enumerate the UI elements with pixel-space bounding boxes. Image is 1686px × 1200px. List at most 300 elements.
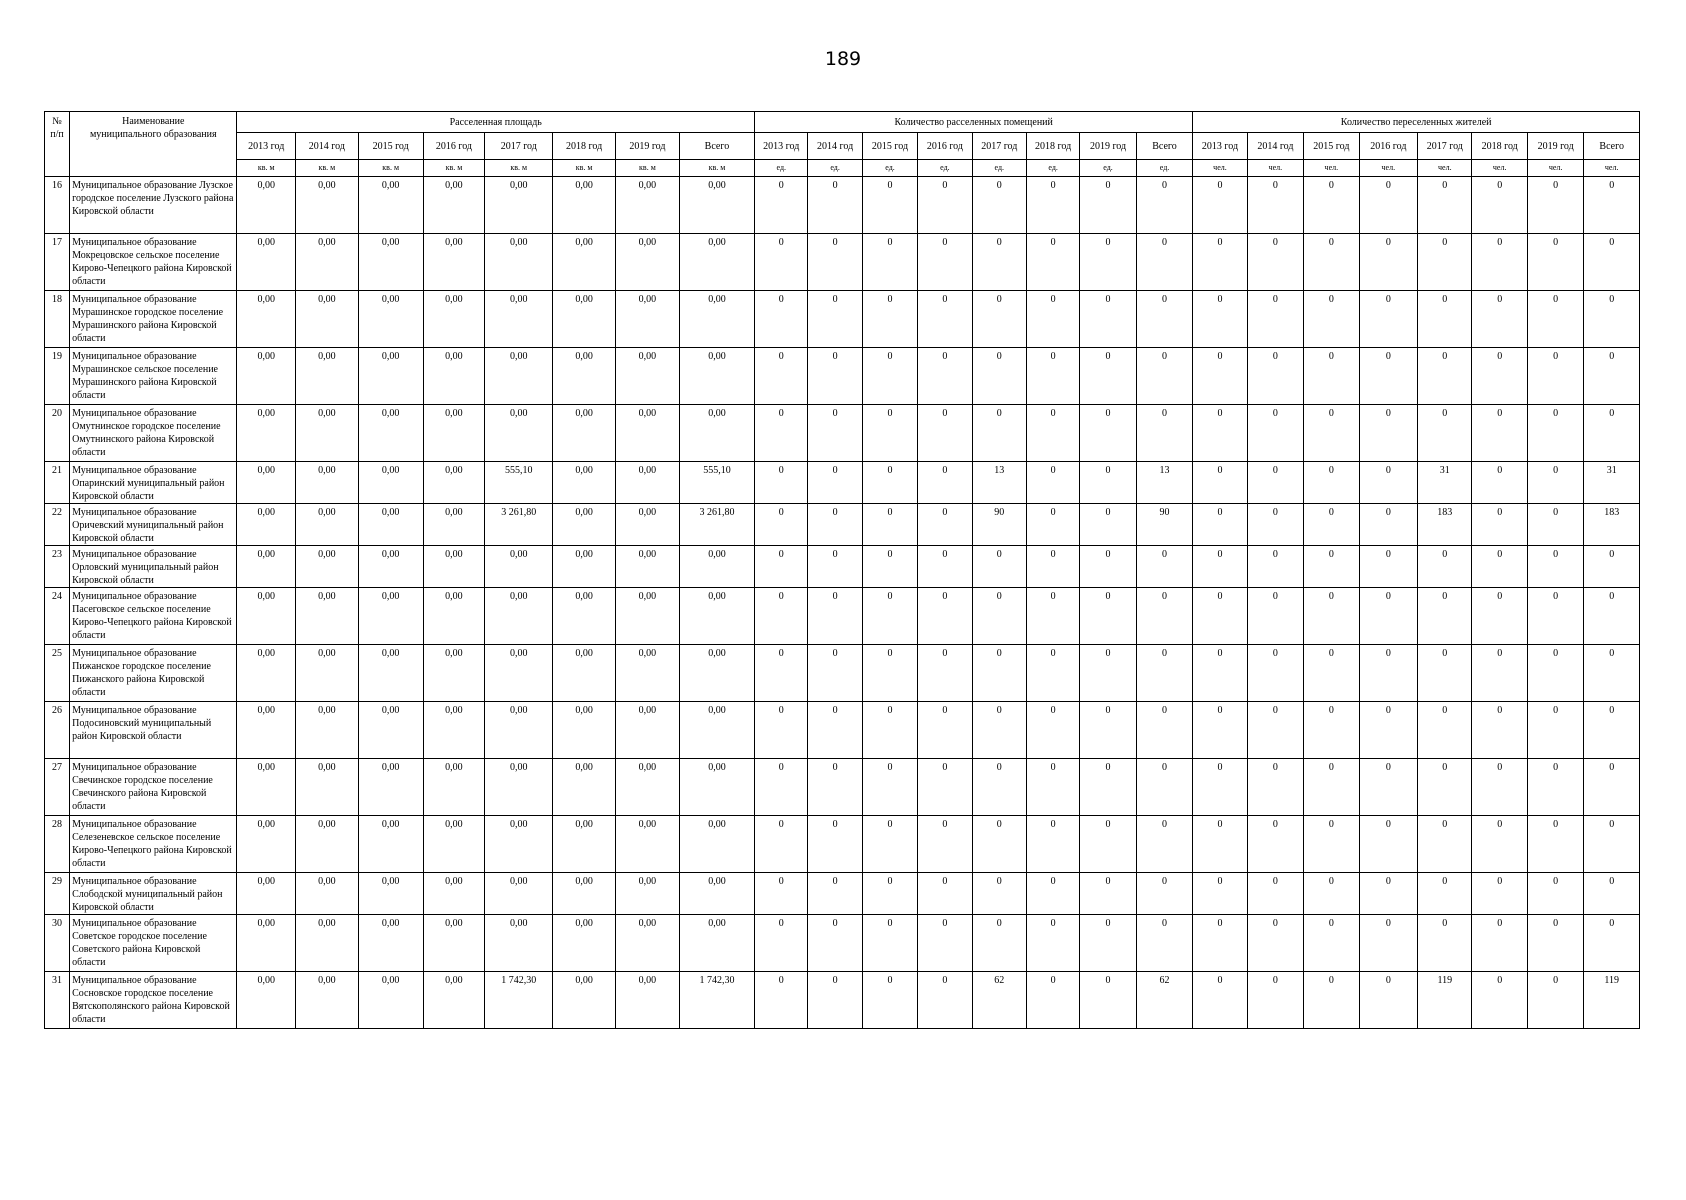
units-value: 0	[862, 177, 917, 234]
area-value: 0,00	[553, 816, 616, 873]
residents-value: 0	[1193, 972, 1247, 1029]
area-value: 0,00	[553, 546, 616, 588]
units-value: 0	[918, 462, 972, 504]
residents-value: 0	[1418, 873, 1472, 915]
row-number: 25	[45, 645, 70, 702]
area-value: 0,00	[358, 915, 423, 972]
row-number: 26	[45, 702, 70, 759]
area-value: 0,00	[295, 291, 358, 348]
residents-value: 0	[1304, 177, 1359, 234]
residents-value: 0	[1584, 546, 1640, 588]
residents-value: 0	[1472, 348, 1527, 405]
units-value: 0	[972, 234, 1026, 291]
header-year: 2017 год	[972, 133, 1026, 160]
residents-value: 119	[1418, 972, 1472, 1029]
residents-value: 0	[1418, 177, 1472, 234]
table-row	[45, 405, 1640, 462]
header-year: 2013 год	[1193, 133, 1247, 160]
header-unit: чел.	[1247, 160, 1303, 177]
header-year: 2018 год	[1026, 133, 1079, 160]
residents-value: 31	[1418, 462, 1472, 504]
residents-value: 0	[1418, 759, 1472, 816]
table-row	[45, 234, 1640, 291]
residents-value: 0	[1247, 759, 1303, 816]
header-unit: кв. м	[237, 160, 296, 177]
area-value: 0,00	[553, 291, 616, 348]
units-value: 0	[755, 504, 808, 546]
municipality-name: Муниципальное образование Опаринский муниципальный район Кировской области	[70, 462, 237, 504]
units-value: 62	[1136, 972, 1193, 1029]
area-value: 0,00	[237, 702, 296, 759]
header-year: 2015 год	[358, 133, 423, 160]
area-value: 0,00	[679, 405, 754, 462]
header-year: 2018 год	[553, 133, 616, 160]
header-year: 2014 год	[808, 133, 862, 160]
area-value: 0,00	[679, 702, 754, 759]
units-value: 0	[1026, 873, 1079, 915]
header-year: 2018 год	[1472, 133, 1527, 160]
area-value: 0,00	[485, 759, 553, 816]
units-value: 0	[1136, 645, 1193, 702]
residents-value: 0	[1193, 177, 1247, 234]
units-value: 0	[1136, 873, 1193, 915]
residents-value: 0	[1359, 588, 1418, 645]
units-value: 0	[1136, 348, 1193, 405]
area-value: 0,00	[616, 702, 680, 759]
area-value: 0,00	[553, 234, 616, 291]
area-value: 0,00	[679, 234, 754, 291]
area-value: 0,00	[237, 234, 296, 291]
units-value: 0	[808, 234, 862, 291]
units-value: 0	[808, 972, 862, 1029]
table-row	[45, 588, 1640, 645]
units-value: 0	[755, 873, 808, 915]
units-value: 13	[972, 462, 1026, 504]
header-unit: кв. м	[553, 160, 616, 177]
area-value: 0,00	[423, 972, 485, 1029]
area-value: 0,00	[295, 816, 358, 873]
residents-value: 0	[1193, 645, 1247, 702]
area-value: 0,00	[423, 462, 485, 504]
area-value: 0,00	[423, 588, 485, 645]
area-value: 0,00	[485, 873, 553, 915]
area-value: 0,00	[295, 546, 358, 588]
area-value: 0,00	[237, 546, 296, 588]
area-value: 0,00	[295, 504, 358, 546]
area-value: 0,00	[295, 234, 358, 291]
area-value: 0,00	[616, 759, 680, 816]
residents-value: 0	[1247, 462, 1303, 504]
table-row	[45, 177, 1640, 234]
header-unit: кв. м	[358, 160, 423, 177]
residents-value: 0	[1584, 177, 1640, 234]
residents-value: 0	[1247, 291, 1303, 348]
area-value: 0,00	[485, 816, 553, 873]
units-value: 0	[1136, 759, 1193, 816]
residents-value: 0	[1472, 177, 1527, 234]
row-number: 23	[45, 546, 70, 588]
units-value: 0	[972, 546, 1026, 588]
residents-value: 0	[1584, 702, 1640, 759]
row-number: 24	[45, 588, 70, 645]
residents-value: 0	[1247, 546, 1303, 588]
residents-value: 0	[1472, 873, 1527, 915]
units-value: 0	[918, 291, 972, 348]
area-value: 0,00	[616, 546, 680, 588]
residents-value: 0	[1584, 405, 1640, 462]
area-value: 3 261,80	[485, 504, 553, 546]
area-value: 0,00	[237, 759, 296, 816]
units-value: 0	[755, 588, 808, 645]
area-value: 0,00	[237, 645, 296, 702]
area-value: 0,00	[358, 504, 423, 546]
row-number: 27	[45, 759, 70, 816]
area-value: 555,10	[679, 462, 754, 504]
area-value: 0,00	[679, 291, 754, 348]
area-value: 0,00	[423, 816, 485, 873]
area-value: 0,00	[423, 645, 485, 702]
units-value: 0	[918, 915, 972, 972]
residents-value: 0	[1359, 972, 1418, 1029]
header-unit: ед.	[1080, 160, 1136, 177]
area-value: 0,00	[485, 645, 553, 702]
row-number: 28	[45, 816, 70, 873]
residents-value: 0	[1584, 645, 1640, 702]
residents-value: 0	[1247, 588, 1303, 645]
residents-value: 119	[1584, 972, 1640, 1029]
residents-value: 0	[1527, 759, 1583, 816]
residents-value: 0	[1472, 462, 1527, 504]
area-value: 0,00	[295, 702, 358, 759]
units-value: 0	[918, 702, 972, 759]
units-value: 0	[755, 405, 808, 462]
header-unit: ед.	[972, 160, 1026, 177]
header-num: № п/п	[45, 112, 70, 177]
units-value: 0	[808, 759, 862, 816]
units-value: 0	[1026, 177, 1079, 234]
area-value: 0,00	[295, 462, 358, 504]
residents-value: 0	[1193, 915, 1247, 972]
municipality-name: Муниципальное образование Мурашинское городское поселение Мурашинского района Кировской области	[70, 291, 237, 348]
area-value: 0,00	[237, 504, 296, 546]
residents-value: 0	[1472, 816, 1527, 873]
residents-value: 0	[1193, 759, 1247, 816]
units-value: 0	[1026, 234, 1079, 291]
residents-value: 0	[1527, 972, 1583, 1029]
municipality-name: Муниципальное образование Сосновское городское поселение Вятскополянского района Кировской области	[70, 972, 237, 1029]
units-value: 0	[1080, 177, 1136, 234]
header-unit: чел.	[1418, 160, 1472, 177]
area-value: 0,00	[553, 405, 616, 462]
area-value: 0,00	[295, 405, 358, 462]
units-value: 0	[862, 462, 917, 504]
municipality-name: Муниципальное образование Свечинское городское поселение Свечинского района Кировской области	[70, 759, 237, 816]
area-value: 0,00	[237, 462, 296, 504]
header-unit: ед.	[1026, 160, 1079, 177]
area-value: 0,00	[237, 405, 296, 462]
municipality-name: Муниципальное образование Подосиновский муниципальный район Кировской области	[70, 702, 237, 759]
area-value: 0,00	[679, 645, 754, 702]
residents-value: 0	[1304, 873, 1359, 915]
units-value: 0	[862, 816, 917, 873]
area-value: 0,00	[358, 702, 423, 759]
area-value: 0,00	[358, 177, 423, 234]
area-value: 0,00	[553, 972, 616, 1029]
units-value: 0	[808, 546, 862, 588]
units-value: 0	[972, 348, 1026, 405]
units-value: 0	[808, 915, 862, 972]
units-value: 0	[1136, 405, 1193, 462]
residents-value: 0	[1584, 816, 1640, 873]
units-value: 0	[1026, 291, 1079, 348]
units-value: 0	[1026, 546, 1079, 588]
units-value: 0	[755, 234, 808, 291]
units-value: 0	[1026, 462, 1079, 504]
residents-value: 0	[1472, 588, 1527, 645]
area-value: 0,00	[616, 462, 680, 504]
table-row	[45, 873, 1640, 915]
residents-value: 0	[1359, 462, 1418, 504]
units-value: 0	[862, 588, 917, 645]
units-value: 0	[808, 816, 862, 873]
header-unit: кв. м	[616, 160, 680, 177]
area-value: 0,00	[553, 702, 616, 759]
residents-value: 0	[1304, 588, 1359, 645]
units-value: 0	[862, 972, 917, 1029]
municipality-name: Муниципальное образование Слободской муниципальный район Кировской области	[70, 873, 237, 915]
header-unit: ед.	[862, 160, 917, 177]
residents-value: 0	[1304, 915, 1359, 972]
units-value: 0	[1136, 234, 1193, 291]
units-value: 0	[1026, 348, 1079, 405]
units-value: 0	[862, 759, 917, 816]
units-value: 0	[1136, 588, 1193, 645]
area-value: 0,00	[485, 588, 553, 645]
area-value: 0,00	[358, 873, 423, 915]
residents-value: 0	[1304, 405, 1359, 462]
area-value: 0,00	[295, 915, 358, 972]
area-value: 0,00	[485, 177, 553, 234]
header-name: Наименование муниципального образования	[70, 112, 237, 177]
header-row-groups	[45, 112, 1640, 133]
table-row	[45, 759, 1640, 816]
area-value: 0,00	[237, 291, 296, 348]
residents-value: 0	[1304, 702, 1359, 759]
header-year: 2019 год	[1527, 133, 1583, 160]
residents-value: 0	[1304, 546, 1359, 588]
header-unit: чел.	[1527, 160, 1583, 177]
residents-value: 0	[1247, 405, 1303, 462]
area-value: 0,00	[485, 291, 553, 348]
units-value: 0	[755, 348, 808, 405]
residents-value: 0	[1304, 816, 1359, 873]
area-value: 0,00	[616, 234, 680, 291]
units-value: 0	[972, 405, 1026, 462]
residents-value: 0	[1472, 702, 1527, 759]
row-number: 18	[45, 291, 70, 348]
row-number: 17	[45, 234, 70, 291]
table-row	[45, 816, 1640, 873]
area-value: 0,00	[358, 816, 423, 873]
header-year: Всего	[679, 133, 754, 160]
header-unit: ед.	[918, 160, 972, 177]
area-value: 0,00	[423, 759, 485, 816]
area-value: 0,00	[358, 462, 423, 504]
residents-value: 0	[1359, 702, 1418, 759]
area-value: 0,00	[485, 702, 553, 759]
row-number: 20	[45, 405, 70, 462]
units-value: 0	[918, 972, 972, 1029]
units-value: 0	[972, 177, 1026, 234]
units-value: 0	[755, 702, 808, 759]
row-number: 19	[45, 348, 70, 405]
area-value: 3 261,80	[679, 504, 754, 546]
residents-value: 0	[1304, 291, 1359, 348]
municipality-name: Муниципальное образование Мокрецовское сельское поселение Кирово-Чепецкого района Кировской области	[70, 234, 237, 291]
residents-value: 0	[1359, 873, 1418, 915]
units-value: 0	[918, 546, 972, 588]
area-value: 0,00	[679, 915, 754, 972]
area-value: 0,00	[358, 588, 423, 645]
units-value: 0	[1026, 972, 1079, 1029]
units-value: 0	[755, 816, 808, 873]
area-value: 0,00	[423, 405, 485, 462]
table-row	[45, 462, 1640, 504]
units-value: 0	[755, 462, 808, 504]
area-value: 0,00	[237, 348, 296, 405]
header-unit: чел.	[1193, 160, 1247, 177]
units-value: 0	[918, 759, 972, 816]
units-value: 0	[972, 873, 1026, 915]
units-value: 90	[1136, 504, 1193, 546]
area-value: 0,00	[237, 915, 296, 972]
residents-value: 0	[1527, 546, 1583, 588]
header-unit: чел.	[1304, 160, 1359, 177]
header-unit: кв. м	[423, 160, 485, 177]
header-unit: чел.	[1359, 160, 1418, 177]
units-value: 0	[755, 546, 808, 588]
residents-value: 0	[1359, 915, 1418, 972]
area-value: 0,00	[358, 405, 423, 462]
page-number: 189	[824, 48, 862, 70]
area-value: 0,00	[679, 588, 754, 645]
units-value: 0	[755, 291, 808, 348]
area-value: 0,00	[295, 177, 358, 234]
area-value: 0,00	[295, 972, 358, 1029]
area-value: 0,00	[616, 291, 680, 348]
units-value: 0	[862, 873, 917, 915]
units-value: 0	[972, 702, 1026, 759]
area-value: 0,00	[616, 873, 680, 915]
residents-value: 0	[1304, 759, 1359, 816]
residents-value: 0	[1247, 702, 1303, 759]
units-value: 0	[808, 177, 862, 234]
units-value: 0	[1026, 405, 1079, 462]
table-row	[45, 348, 1640, 405]
residents-value: 0	[1472, 759, 1527, 816]
units-value: 0	[808, 702, 862, 759]
units-value: 0	[1080, 915, 1136, 972]
residents-value: 0	[1193, 702, 1247, 759]
table-row	[45, 645, 1640, 702]
header-year: 2015 год	[862, 133, 917, 160]
residents-value: 0	[1247, 873, 1303, 915]
area-value: 0,00	[679, 816, 754, 873]
units-value: 0	[862, 234, 917, 291]
area-value: 0,00	[237, 816, 296, 873]
residents-value: 0	[1193, 546, 1247, 588]
units-value: 0	[808, 504, 862, 546]
residents-value: 0	[1304, 234, 1359, 291]
units-value: 0	[918, 645, 972, 702]
residents-value: 0	[1527, 177, 1583, 234]
header-year: Всего	[1584, 133, 1640, 160]
residents-value: 0	[1418, 702, 1472, 759]
units-value: 0	[972, 915, 1026, 972]
area-value: 0,00	[553, 588, 616, 645]
units-value: 0	[862, 546, 917, 588]
units-value: 0	[862, 915, 917, 972]
units-value: 0	[1080, 462, 1136, 504]
area-value: 0,00	[485, 405, 553, 462]
area-value: 0,00	[679, 348, 754, 405]
residents-value: 0	[1584, 234, 1640, 291]
header-group-units: Количество расселенных помещений	[755, 112, 1193, 133]
area-value: 0,00	[423, 234, 485, 291]
units-value: 0	[918, 504, 972, 546]
header-unit: чел.	[1584, 160, 1640, 177]
residents-value: 0	[1472, 504, 1527, 546]
residents-value: 31	[1584, 462, 1640, 504]
table-row	[45, 972, 1640, 1029]
residents-value: 0	[1527, 702, 1583, 759]
residents-value: 0	[1304, 504, 1359, 546]
units-value: 0	[808, 588, 862, 645]
residents-value: 0	[1472, 234, 1527, 291]
residents-value: 0	[1584, 348, 1640, 405]
units-value: 0	[1080, 702, 1136, 759]
table-row	[45, 915, 1640, 972]
units-value: 0	[918, 348, 972, 405]
units-value: 0	[755, 972, 808, 1029]
residents-value: 0	[1472, 915, 1527, 972]
units-value: 0	[1080, 972, 1136, 1029]
units-value: 0	[808, 405, 862, 462]
units-value: 0	[972, 645, 1026, 702]
area-value: 0,00	[679, 873, 754, 915]
area-value: 0,00	[423, 348, 485, 405]
units-value: 0	[862, 645, 917, 702]
table-row	[45, 504, 1640, 546]
residents-value: 0	[1304, 972, 1359, 1029]
residents-value: 0	[1418, 816, 1472, 873]
units-value: 0	[808, 873, 862, 915]
residents-value: 0	[1527, 588, 1583, 645]
units-value: 0	[1080, 504, 1136, 546]
area-value: 0,00	[237, 873, 296, 915]
units-value: 0	[1136, 177, 1193, 234]
residents-value: 0	[1418, 546, 1472, 588]
area-value: 0,00	[237, 177, 296, 234]
units-value: 0	[1026, 816, 1079, 873]
residents-value: 0	[1193, 348, 1247, 405]
units-value: 0	[1080, 546, 1136, 588]
residents-value: 0	[1247, 504, 1303, 546]
units-value: 0	[918, 873, 972, 915]
residents-value: 0	[1193, 291, 1247, 348]
header-row-units	[45, 160, 1640, 177]
residents-value: 0	[1527, 291, 1583, 348]
